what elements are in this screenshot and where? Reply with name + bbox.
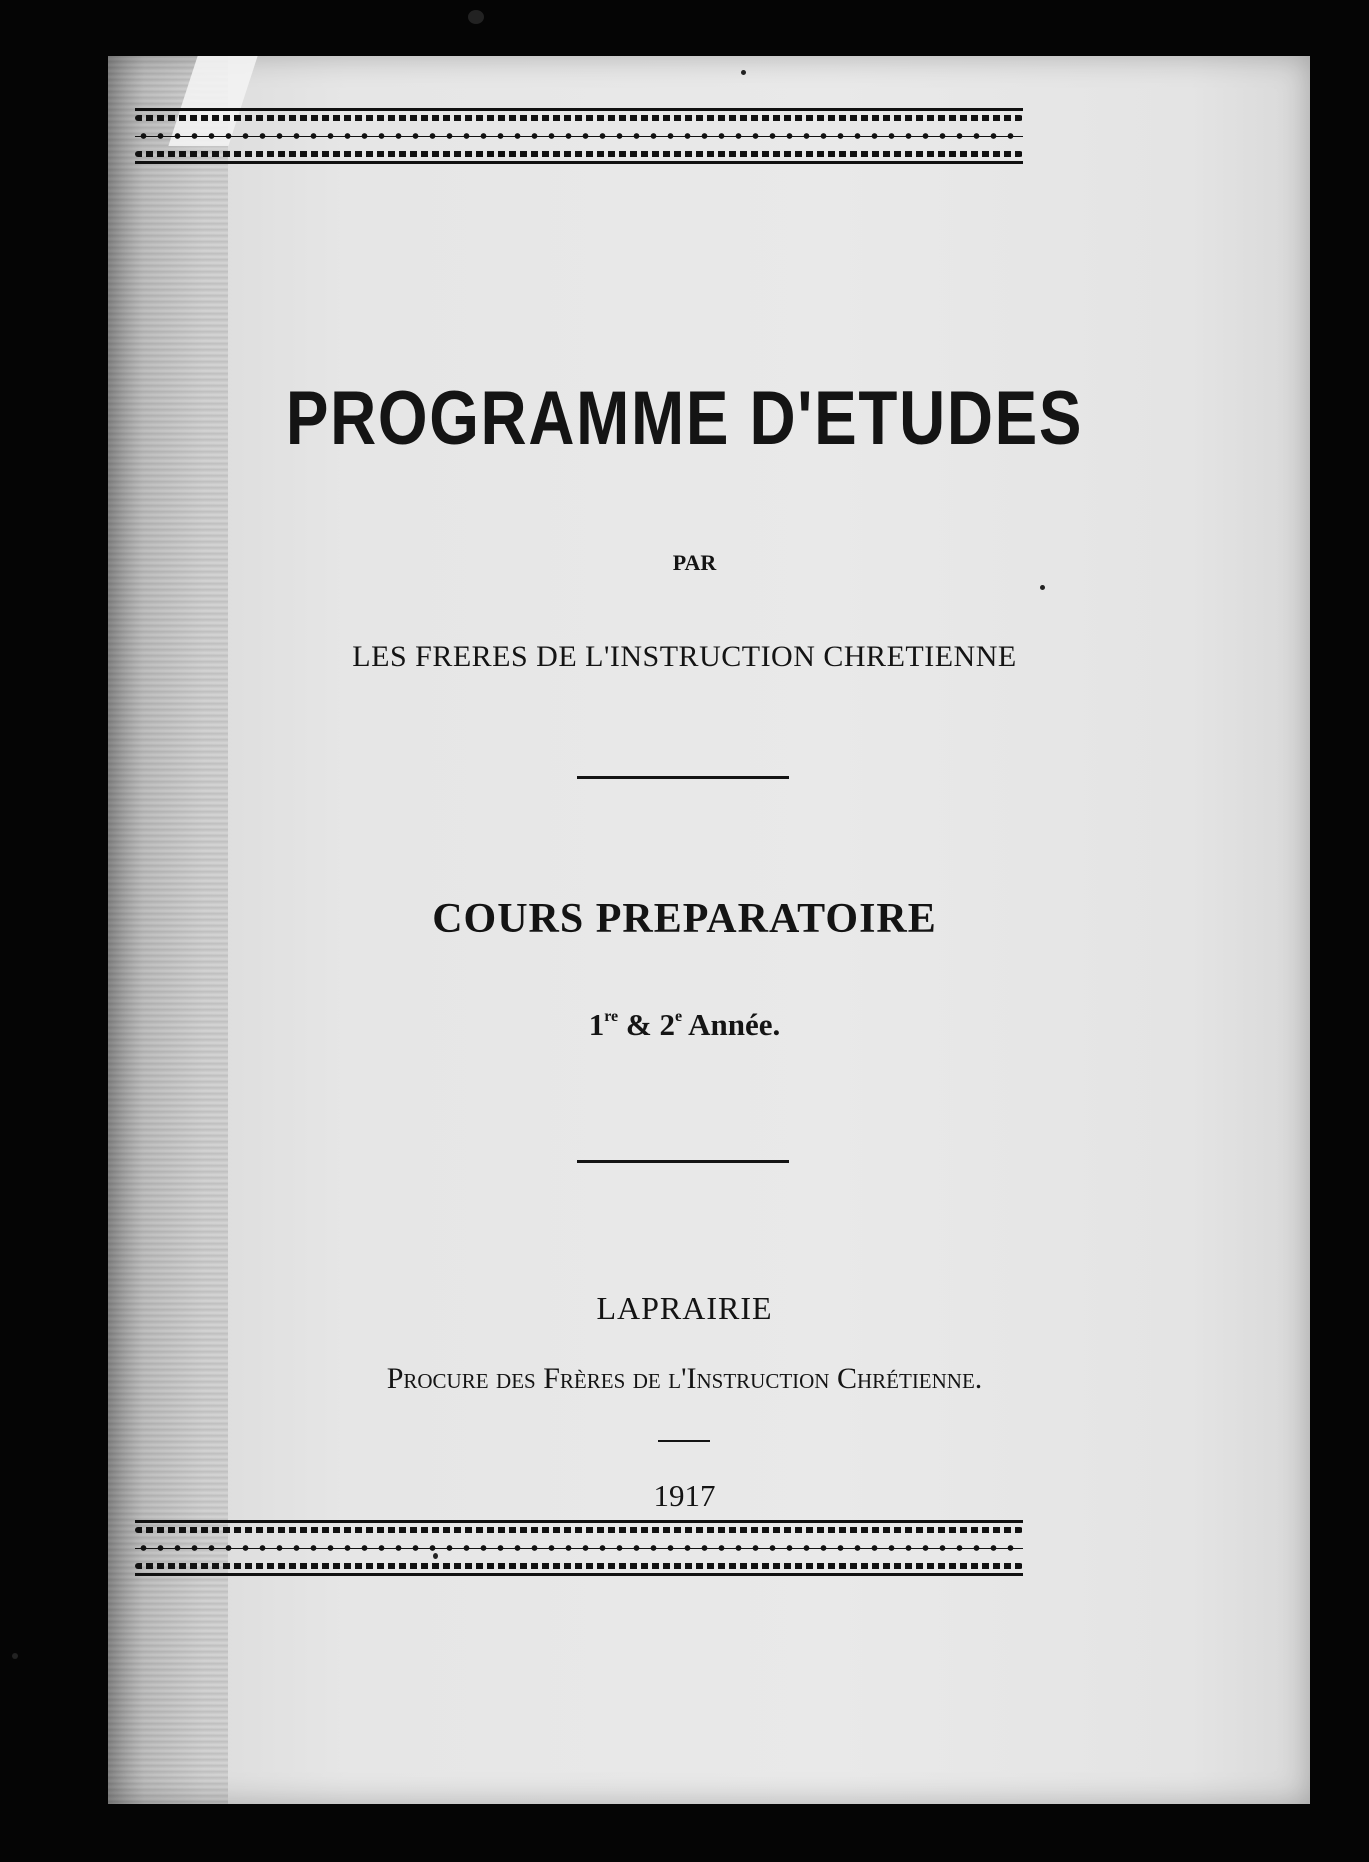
year-second-number: 2	[659, 1007, 675, 1042]
publication-year: 1917	[653, 1478, 716, 1513]
border-wave	[135, 1527, 1023, 1533]
publisher: Procure des Frères de l'Instruction Chrétienne.	[386, 1362, 983, 1395]
border-beads	[135, 133, 1023, 139]
year-label: Année.	[682, 1007, 781, 1042]
year-second-suffix: e	[674, 1008, 683, 1025]
divider-rule	[577, 1160, 789, 1163]
dust-speck	[433, 1553, 438, 1559]
year-first-suffix: re	[604, 1008, 619, 1025]
divider-rule	[577, 776, 789, 779]
border-wave	[135, 115, 1023, 121]
authors: LES FRERES DE L'INSTRUCTION CHRETIENNE	[352, 640, 1017, 673]
year-connector: &	[618, 1007, 660, 1042]
dust-speck	[12, 1653, 18, 1659]
short-divider-rule	[658, 1440, 710, 1442]
course-name: COURS PREPARATOIRE	[432, 896, 937, 942]
dust-speck	[468, 10, 484, 24]
by-label: PAR	[672, 550, 717, 575]
bottom-ornamental-border	[135, 1520, 1023, 1576]
publication-place: LAPRAIRIE	[596, 1290, 773, 1326]
course-year	[0, 1007, 1369, 1043]
year-first-number: 1	[588, 1007, 605, 1042]
border-beads	[135, 1545, 1023, 1551]
dust-speck	[1040, 585, 1045, 590]
document-title: PROGRAMME D'ETUDES	[285, 376, 1084, 461]
top-ornamental-border	[135, 108, 1023, 164]
border-rule	[135, 161, 1023, 164]
border-rule	[135, 1573, 1023, 1576]
dust-speck	[741, 70, 746, 75]
